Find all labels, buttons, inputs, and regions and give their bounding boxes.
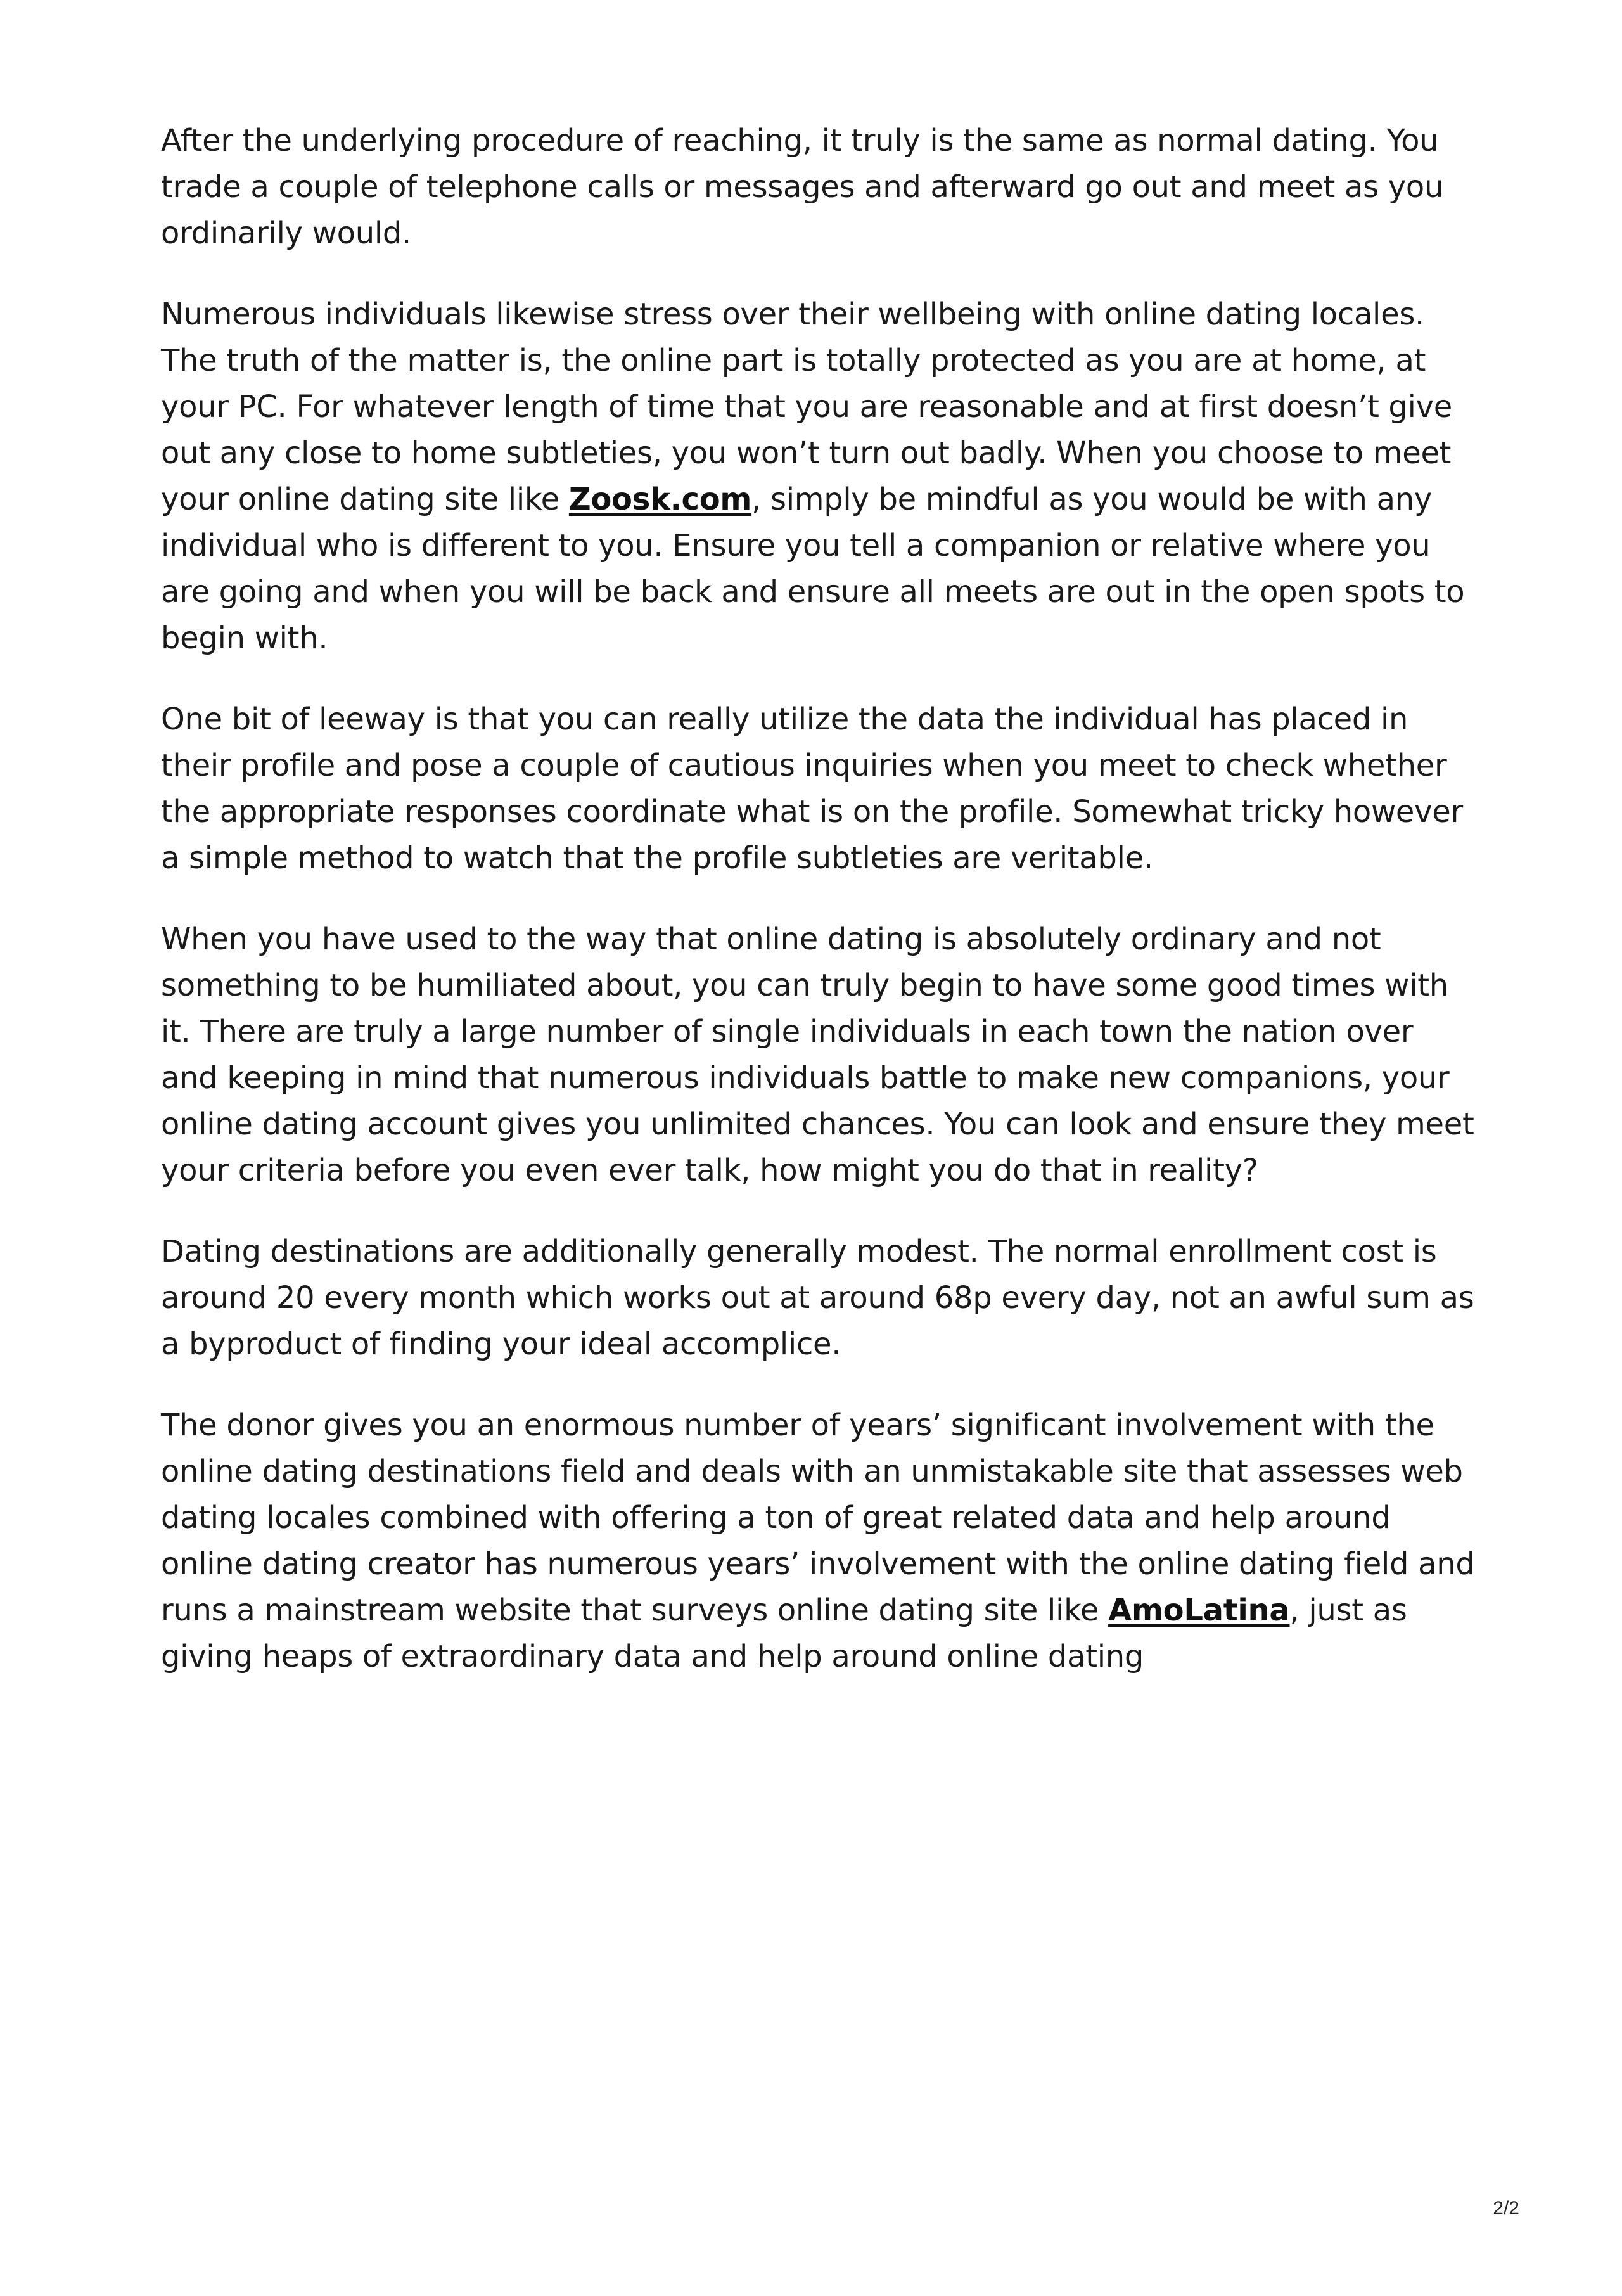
page-number: 2/2 (1493, 2198, 1519, 2219)
paragraph-2 (161, 292, 1479, 662)
paragraph-6-text-after: , just as giving heaps of extraordinary data and help around online dating (161, 1593, 1407, 1674)
paragraph-6-text-before: The donor gives you an enormous number of years’ significant involvement with the online dating destinations field and deals with an unmistakable site that assesses web dating locales combined with offering a ton of great related data and help around online dating creator has numerous years’ involvement with the online dating field and runs a mainstream website that surveys online dating site like (161, 1408, 1475, 1628)
zoosk-link[interactable]: Zoosk.com (568, 482, 752, 517)
paragraph-4: When you have used to the way that online dating is absolutely ordinary and not something to be humiliated about, you can truly begin to have some good times with it. There are truly a large number of single individuals in each town the nation over and keeping in mind that numerous individuals battle to make new companions, your online dating account gives you unlimited chances. You can look and ensure they meet your criteria before you even ever talk, how might you do that in reality? (161, 921, 1474, 1188)
paragraph-6 (161, 1402, 1479, 1680)
paragraph-3: One bit of leeway is that you can really utilize the data the individual has placed in their profile and pose a couple of cautious inquiries when you meet to check whether the appropriate responses coordinate what is on the profile. Somewhat tricky however a simple method to watch that the profile subtleties are veritable. (161, 702, 1463, 876)
paragraph-2-text-after: , simply be mindful as you would be with any individual who is different to you. Ensure you tell a companion or relative where you are going and when you will be back and ensure all meets are out in the open spots to begin with. (161, 482, 1465, 656)
document-body (161, 118, 1479, 1715)
paragraph-2-text-before: Numerous individuals likewise stress over their wellbeing with online dating locales. The truth of the matter is, the online part is totally protected as you are at home, at your PC. For whatever length of time that you are reasonable and at first doesn’t give out any close to home subtleties, you won’t turn out badly. When you choose to meet your online dating site like (161, 297, 1452, 517)
amolatina-link[interactable]: AmoLatina (1108, 1593, 1290, 1628)
paragraph-5: Dating destinations are additionally generally modest. The normal enrollment cost is around 20 every month which works out at around 68p every day, not an awful sum as a byproduct of finding your ideal accomplice. (161, 1234, 1474, 1362)
paragraph-1: After the underlying procedure of reaching, it truly is the same as normal dating. You trade a couple of telephone calls or messages and afterward go out and meet as you ordinarily would. (161, 123, 1444, 251)
